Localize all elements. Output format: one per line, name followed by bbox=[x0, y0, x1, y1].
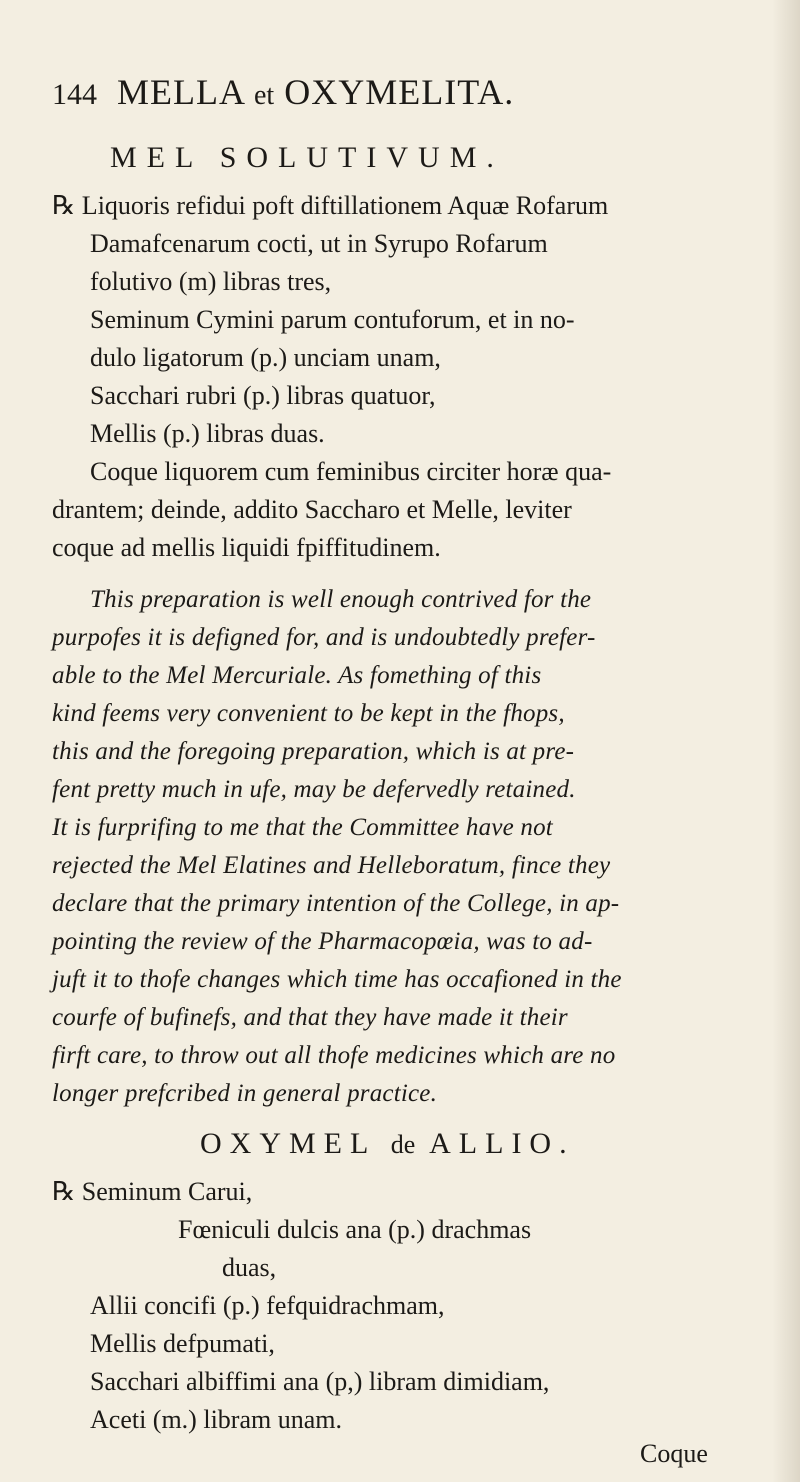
commentary-line: declare that the primary intention of the College, in ap- bbox=[52, 890, 620, 917]
commentary-line: fent pretty much in ufe, may be defervedly retained. bbox=[52, 776, 576, 803]
section-title-right: ALLIO. bbox=[429, 1127, 575, 1160]
section-title-de: de bbox=[390, 1130, 416, 1159]
section-title-mel-solutivum: MEL SOLUTIVUM. bbox=[110, 141, 504, 174]
commentary-line: courfe of bufinefs, and that they have made it their bbox=[52, 1004, 568, 1031]
commentary-line: longer prefcribed in general practice. bbox=[52, 1080, 438, 1107]
commentary-line: purpofes it is defigned for, and is undoubtedly prefer- bbox=[52, 624, 596, 651]
commentary-line: rejected the Mel Elatines and Helleboratum, fince they bbox=[52, 852, 611, 879]
running-title-right: OXYMELITA. bbox=[284, 72, 515, 112]
recipe-line: Fœniculi dulcis ana (p.) drachmas bbox=[178, 1215, 532, 1244]
commentary-line: firft care, to throw out all thofe medicines which are no bbox=[52, 1042, 616, 1069]
commentary-line: pointing the review of the Pharmacopœia, was to ad- bbox=[52, 928, 593, 955]
recipe-line: dulo ligatorum (p.) unciam unam, bbox=[90, 343, 441, 372]
catchword: Coque bbox=[640, 1439, 708, 1468]
running-title-conj: et bbox=[254, 80, 275, 111]
section-title-left: OXYMEL bbox=[200, 1127, 376, 1160]
recipe-line: Seminum Cymini parum contuforum, et in no- bbox=[90, 305, 575, 334]
recipe-line: Mellis (p.) libras duas. bbox=[90, 419, 325, 448]
page-edge-shadow bbox=[772, 0, 800, 1482]
section-title-oxymel-de-allio bbox=[200, 1124, 575, 1165]
running-head bbox=[52, 70, 514, 118]
method-line: drantem; deinde, addito Saccharo et Melle, leviter bbox=[52, 495, 572, 524]
method-line: Coque liquorem cum feminibus circiter horæ qua- bbox=[90, 457, 612, 486]
recipe-line: Allii concifi (p.) fefquidrachmam, bbox=[90, 1291, 445, 1320]
recipe-line: folutivo (m) libras tres, bbox=[90, 267, 332, 296]
recipe-line: ℞ Liquoris refidui poft diftillationem Aquæ Rofarum bbox=[52, 191, 609, 220]
commentary-line: juft it to thofe changes which time has occafioned in the bbox=[52, 966, 622, 993]
page-number: 144 bbox=[52, 78, 97, 111]
recipe-line: duas, bbox=[222, 1253, 277, 1282]
commentary-line: this and the foregoing preparation, which is at pre- bbox=[52, 738, 575, 765]
commentary-line: able to the Mel Mercuriale. As fomething of this bbox=[52, 662, 542, 689]
recipe-line: Aceti (m.) libram unam. bbox=[90, 1405, 342, 1434]
commentary-line: This preparation is well enough contrived for the bbox=[90, 586, 592, 613]
recipe-line: Sacchari albiffimi ana (p,) libram dimidiam, bbox=[90, 1367, 550, 1396]
commentary-line: kind feems very convenient to be kept in the fhops, bbox=[52, 700, 565, 727]
recipe-line: Damafcenarum cocti, ut in Syrupo Rofarum bbox=[90, 229, 548, 258]
method-line: coque ad mellis liquidi fpiffitudinem. bbox=[52, 533, 441, 562]
recipe-line: ℞ Seminum Carui, bbox=[52, 1177, 253, 1206]
running-title-left: MELLA bbox=[117, 72, 244, 112]
recipe-line: Mellis defpumati, bbox=[90, 1329, 275, 1358]
recipe-line: Sacchari rubri (p.) libras quatuor, bbox=[90, 381, 436, 410]
commentary-line: It is furprifing to me that the Committee have not bbox=[52, 814, 553, 841]
